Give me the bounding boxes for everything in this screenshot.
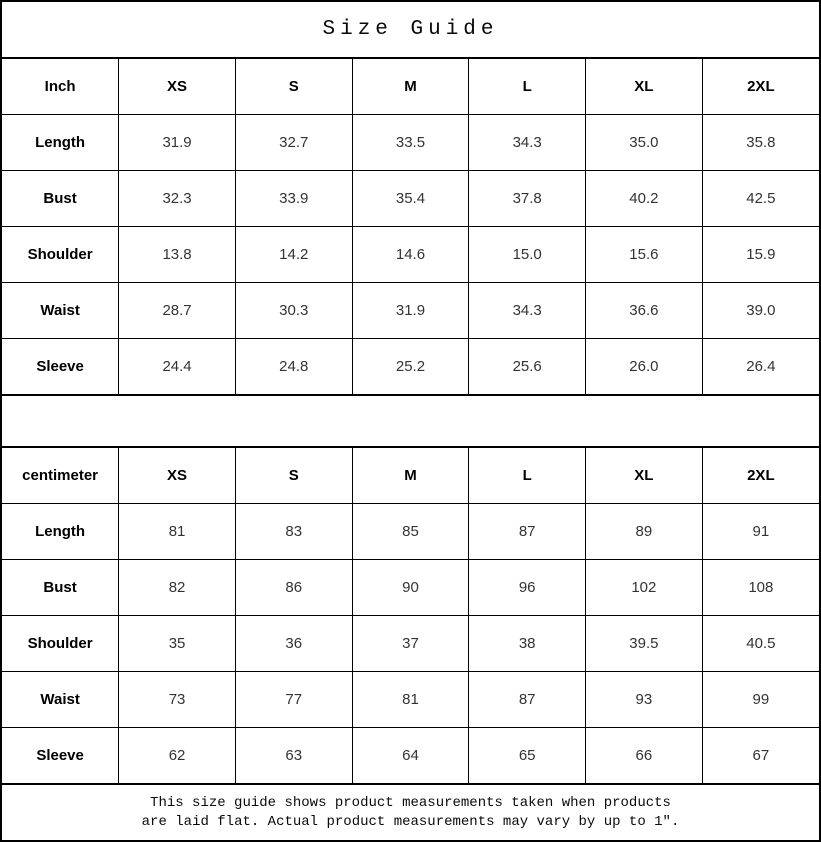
size-col-header: M — [352, 59, 469, 115]
size-cell: 33.5 — [352, 115, 469, 171]
size-cell: 87 — [469, 672, 586, 728]
table-row — [2, 227, 819, 283]
size-cell: 37.8 — [469, 171, 586, 227]
footer-note — [2, 783, 819, 840]
size-cell: 31.9 — [352, 283, 469, 339]
row-label: Shoulder — [2, 227, 119, 283]
row-label: Bust — [2, 560, 119, 616]
size-cell: 36 — [235, 616, 352, 672]
size-cell: 82 — [119, 560, 236, 616]
row-label: Waist — [2, 283, 119, 339]
size-cell: 81 — [352, 672, 469, 728]
table-row — [2, 171, 819, 227]
size-cell: 24.4 — [119, 339, 236, 395]
size-cell: 13.8 — [119, 227, 236, 283]
size-cell: 34.3 — [469, 115, 586, 171]
table-row — [2, 115, 819, 171]
size-cell: 15.0 — [469, 227, 586, 283]
row-label: Length — [2, 115, 119, 171]
table-row — [2, 283, 819, 339]
size-cell: 37 — [352, 616, 469, 672]
size-col-header: S — [235, 59, 352, 115]
size-cell: 39.5 — [586, 616, 703, 672]
spacer-row — [2, 394, 819, 448]
size-cell: 28.7 — [119, 283, 236, 339]
size-cell: 35.8 — [702, 115, 819, 171]
size-cell: 15.9 — [702, 227, 819, 283]
size-cell: 35.4 — [352, 171, 469, 227]
size-col-header: 2XL — [702, 59, 819, 115]
table-header-row — [2, 448, 819, 504]
size-cell: 89 — [586, 504, 703, 560]
size-cell: 32.7 — [235, 115, 352, 171]
size-cell: 83 — [235, 504, 352, 560]
size-cell: 67 — [702, 728, 819, 784]
row-label: Waist — [2, 672, 119, 728]
size-cell: 87 — [469, 504, 586, 560]
table-row — [2, 672, 819, 728]
size-cell: 40.5 — [702, 616, 819, 672]
size-cell: 64 — [352, 728, 469, 784]
table-row — [2, 616, 819, 672]
size-col-header: S — [235, 448, 352, 504]
size-col-header: L — [469, 59, 586, 115]
unit-header: Inch — [2, 59, 119, 115]
table-header-row — [2, 59, 819, 115]
size-cell: 40.2 — [586, 171, 703, 227]
size-cell: 25.2 — [352, 339, 469, 395]
size-cell: 77 — [235, 672, 352, 728]
size-cell: 14.2 — [235, 227, 352, 283]
size-cell: 24.8 — [235, 339, 352, 395]
size-cell: 90 — [352, 560, 469, 616]
size-cell: 38 — [469, 616, 586, 672]
table-row — [2, 560, 819, 616]
size-cell: 85 — [352, 504, 469, 560]
size-cell: 36.6 — [586, 283, 703, 339]
row-label: Sleeve — [2, 339, 119, 395]
size-col-header: M — [352, 448, 469, 504]
centimeter-size-table — [2, 448, 819, 783]
size-cell: 42.5 — [702, 171, 819, 227]
size-cell: 30.3 — [235, 283, 352, 339]
size-cell: 91 — [702, 504, 819, 560]
size-cell: 108 — [702, 560, 819, 616]
size-cell: 25.6 — [469, 339, 586, 395]
size-cell: 86 — [235, 560, 352, 616]
size-col-header: XL — [586, 59, 703, 115]
inch-size-table — [2, 59, 819, 394]
size-cell: 99 — [702, 672, 819, 728]
title-row — [2, 2, 819, 59]
size-col-header: L — [469, 448, 586, 504]
size-cell: 63 — [235, 728, 352, 784]
size-cell: 26.4 — [702, 339, 819, 395]
size-cell: 34.3 — [469, 283, 586, 339]
row-label: Shoulder — [2, 616, 119, 672]
size-cell: 65 — [469, 728, 586, 784]
size-cell: 14.6 — [352, 227, 469, 283]
size-cell: 62 — [119, 728, 236, 784]
footer-note-line1: This size guide shows product measurements taken when products — [150, 794, 671, 811]
size-cell: 39.0 — [702, 283, 819, 339]
size-col-header: XS — [119, 448, 236, 504]
page-title: Size Guide — [322, 18, 499, 41]
size-cell: 93 — [586, 672, 703, 728]
size-col-header: XS — [119, 59, 236, 115]
size-cell: 32.3 — [119, 171, 236, 227]
size-cell: 35.0 — [586, 115, 703, 171]
size-cell: 26.0 — [586, 339, 703, 395]
size-cell: 35 — [119, 616, 236, 672]
size-cell: 102 — [586, 560, 703, 616]
table-row — [2, 504, 819, 560]
size-cell: 31.9 — [119, 115, 236, 171]
row-label: Bust — [2, 171, 119, 227]
size-col-header: 2XL — [702, 448, 819, 504]
table-row — [2, 728, 819, 784]
size-col-header: XL — [586, 448, 703, 504]
size-cell: 81 — [119, 504, 236, 560]
size-cell: 96 — [469, 560, 586, 616]
footer-note-line2: are laid flat. Actual product measurements may vary by up to 1″. — [141, 813, 680, 830]
unit-header: centimeter — [2, 448, 119, 504]
row-label: Length — [2, 504, 119, 560]
table-row — [2, 339, 819, 395]
size-cell: 15.6 — [586, 227, 703, 283]
row-label: Sleeve — [2, 728, 119, 784]
size-cell: 73 — [119, 672, 236, 728]
size-cell: 33.9 — [235, 171, 352, 227]
size-cell: 66 — [586, 728, 703, 784]
